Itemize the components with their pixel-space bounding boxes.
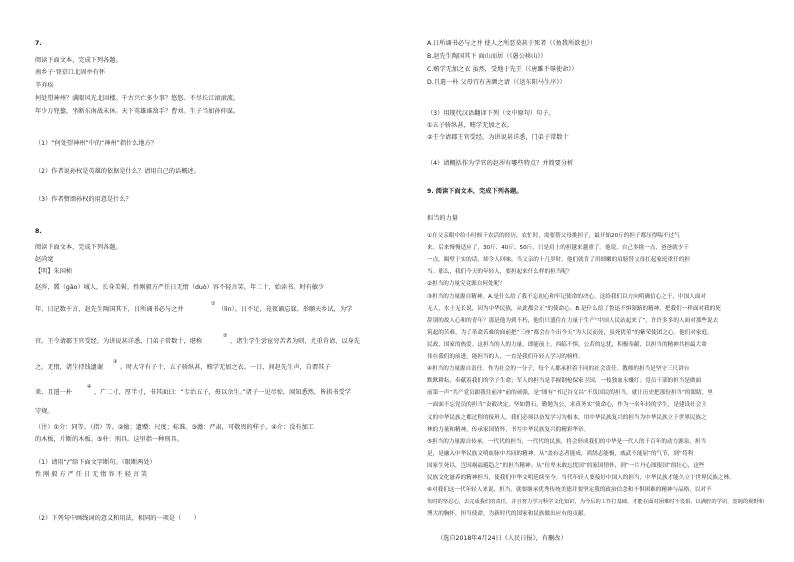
text-paragraph-line: 官。王令请郡王官受经，为讲说甚详悉，门弟子常数十，堪称 xyxy=(35,338,203,345)
article-source: （选自2018年4月24日《人民日报》，有删改） xyxy=(437,535,567,542)
article-line: ⑤担当的力量源自传承。一代代的担当，一代代的民族，将会形成我们的中华是一代人的千百年的动力源泉，担当 xyxy=(427,438,707,445)
article-line: 民政，国家的热爱。这担当的人的力量。即能前上，西临不惧，公若的忘忧，积极奉献，以担当的精神共担最大命 xyxy=(427,341,707,348)
question-number: 8. xyxy=(35,228,42,235)
article-line: 一点。隔壁于实的话，却令人回味。当父亲的十几岁时，他们就肯了用细嫩的肩膀替父母扛起家庭重任的担 xyxy=(427,257,690,264)
translate-sentence: ①五子骄纵甚，贿学无加之衣。 xyxy=(427,122,513,129)
article-line: 负时的坚忍心，去完成我们的责任，并且努力学习科学文化知识，为今后的工作打基础，才能在面对困难时不畏惧，以满腔的学识，宽阔的视野和 xyxy=(427,499,765,506)
poem-line: 年少万兜鍪，坐断东南战未休。天下英雄谁敌手？曹刘。生子当如孙仲谋。 xyxy=(35,108,240,115)
sub-question: （1）“何处望神州”中的“神州”指什么地方？ xyxy=(35,140,157,147)
article-line: 筑起的苦难。为了革命苦难的面前把“三座”都会在个出今天“为人民而死，虽死犹荣”的紫荣使团之心。他们对家庭， xyxy=(427,329,713,336)
article-line: 来。后来慢慢适应了，30斤、40斤、50斤，只是肩上的担越来越重了。他说，自己多挑一点，爸爸就少干 xyxy=(427,245,689,252)
text-source: 【明】朱国桢 xyxy=(35,268,73,275)
article-line: 是，是融入中华民族文明血脉中共同的精神，从“盖有志者能成，鸿鹄志能极，威武不能屈”的气节，到“苟利 xyxy=(427,450,694,457)
footnote-mark: ② xyxy=(223,333,228,339)
option-b: B.赵先生陶国其下 面山而居（《愚公移山》） xyxy=(427,53,547,60)
option-d: D.且遣一朴 父母宜有善颜之请（《送东阳马生序》） xyxy=(427,79,566,86)
translate-sentence: ②王令请郡王官受经，为讲说甚详悉，门弟子常数十 xyxy=(427,134,569,141)
question-number: 7. xyxy=(35,40,42,47)
article-line: ①在父亲眼中给小时候干农活的经历。农忙时，需要帮父母挑担子，最开始20斤的担子都压得喘不过气 xyxy=(427,233,680,239)
text-paragraph-line: 赵浑，冀（gāo）城人，长身美髯，性刚毅方严任日无惰（duò）容不轻言笑。年二十，始读书。时有敏少 xyxy=(35,284,325,291)
sub-question: （3）用现代汉语翻译下列（文中原句）句子。 xyxy=(427,110,555,117)
article-line: 前第一声“共产党员跟我往前冲”前的顽强，是“图有”书记谷文昌“不负国民的担当。就让历史把那份担当”的眼睛，里 xyxy=(427,390,713,397)
article-line: 民族文化滋养的精神担当，使我们中华文明延续至今。当代年轻人要接好中国人的担当，中华民族才能久立于世界民族之林。 xyxy=(427,475,735,481)
article-line: 一面面不忘党员的担当“责毅决定，坚如磐石，勤勉为公，求真务实”使命心，作为一名年轻的学生，是建设社会主 xyxy=(427,402,707,409)
article-line: 伟在我们的前进，能担当的人，一直是我们年轻人学习的榜样。 xyxy=(427,354,584,360)
sub-question: （1）请用“/”给下面文字断句。（限断两处） xyxy=(35,459,156,466)
text-paragraph-line: 守规。 xyxy=(35,408,54,415)
footnote-mark: ④ xyxy=(87,384,92,390)
poem-author: 辛弃疾 xyxy=(35,82,54,89)
instruction: 阅读下面文本，完成下列各题。 xyxy=(35,244,122,251)
poem-title: 南乡子·登京口北固亭有怀 xyxy=(35,69,106,76)
article-line: 默默耕耘，奉献着我们的学子生命；军人的担当是手握钢枪保家卫国，一枝独血永赚红；党员干部的担当是做面 xyxy=(427,378,702,385)
option-c: C.贿学无加之衣 虽然，受地于先王（《唐雎不辱使命》） xyxy=(427,66,578,73)
question-number: 9. 阅读下面文本，完成下列各题。 xyxy=(427,188,523,195)
article-line: ④担当的力量源自责任。作为社会的一分子，每个人都承担着不同的社会责任。教师的担当是坚守三尺讲台 xyxy=(427,366,690,373)
article-line: ⑥对我们这一代年轻人来说，担当，就要继承优秀传统美德并要坚定我的政治信念和不惧困难的精神与品格，以对不 xyxy=(427,487,712,494)
sub-question: （2）下列句中画线词的意义和用法，相同的一项是（ ） xyxy=(35,515,200,522)
instruction: 阅读下面文本，完成下列各题。 xyxy=(35,57,122,64)
sub-question: （2）作者说孙权是英雄的依据是什么？请用自己的话概述。 xyxy=(35,168,200,175)
annotation-notes: （注）①介：同等。（指）等。②恤：遗赠：尺度；标准。③澹：严肃，可敬畏的样子。④介：没有加工 xyxy=(35,424,314,431)
article-line: ③担当的力量源自精神。A.是什么给了我不忘初心和牢记使命的决心，这给我们以方向明确信心之于，中国人面对 xyxy=(427,293,707,300)
poem-line: 何处望神州？满眼风光北固楼。千古兴亡多少事？悠悠。不尽长江滚滚流。 xyxy=(35,95,240,102)
article-line: 当。那么，我们今天的年轻人，要担起来什么样的担当呢？ xyxy=(427,269,573,276)
article-line: 国家生死以，岂因祸福避趋之”的担当精神；从“位卑未敢忘忧国”的家国情怀，到“一片丹心图报国”的壮心，这些 xyxy=(427,462,705,469)
text-paragraph-line: 。时大守有子十，五子骄纵甚，贿学无加之衣。一日，间赵先生声，自谓其子 xyxy=(120,364,331,371)
sub-question: （3）作者赞颂孙权的用意是什么？ xyxy=(35,196,132,203)
article-line: ②担当的力量究竟源自何处呢？ xyxy=(427,281,505,288)
option-a: A.日所诵书必与之并 使人之所恶莫甚于死者（《鱼我所欲也》） xyxy=(427,40,596,47)
text-paragraph-line: ，广二寸，厚半寸，书其面曰：“专治五子，毋以余生。”诸子一见尽惊，闻知悉然，皆拱书受学 xyxy=(94,389,351,396)
text-paragraph-line: 之。无惰，诸生持钱遗谢 xyxy=(35,364,104,371)
text-paragraph-line: 年，日记数千言，赵先生陶国其下，日所诵书必与之并 xyxy=(35,306,184,313)
footnote-mark: ③ xyxy=(113,359,118,365)
text-paragraph-line: ，诸生学生尝宦穷苦者为则，尤重肯请，以身先 xyxy=(230,338,360,345)
sub-question: （4）请概括作为学官的赵浑有哪些特点？并简要分析 xyxy=(427,160,574,167)
annotation-notes: 的木板，片断的木板。⑤朴：刑具。这里指一种刑具。 xyxy=(35,436,183,443)
article-line: 林的力量和精神，传承家国情怀，书写中华民族复兴的精彩华章。 xyxy=(427,426,590,433)
article-line: 博大的胸怀，担当使命，为新时代的国家和民族做出应有的贡献。 xyxy=(427,511,590,518)
sentence-to-punctuate: 性 刚 毅 方 严 任 日 无 惰 容 不 轻 言 笑 xyxy=(35,471,148,478)
text-title: 赵尚宽 xyxy=(35,256,54,263)
text-paragraph-line: （lìn）。日不足，竟夜诵忘寐。举顺天乡试，为学 xyxy=(218,306,353,313)
article-title: 担当的力量 xyxy=(427,215,458,222)
footnote-mark: ① xyxy=(211,301,216,307)
article-line: 辞别的故人心和的青年？那是他为到不朽，他们只盛住在力量于生产“中国人民站起来了”，许许多多的人面对那些说去 xyxy=(427,317,719,324)
article-line: 无人，水土无长说，因为中华民族，从此都会正“的使命心。B.是什么给了鲁迅不惧领路的精神，把我们一样面对我的死 xyxy=(427,305,721,312)
article-line: 义的中华民族之都过程的接班人。我们必须以奋发学习为根本，用中华民族复兴的担当为中华民族立于世界民族之 xyxy=(427,414,707,421)
text-paragraph-line: 来，且遣一朴 xyxy=(35,389,73,396)
